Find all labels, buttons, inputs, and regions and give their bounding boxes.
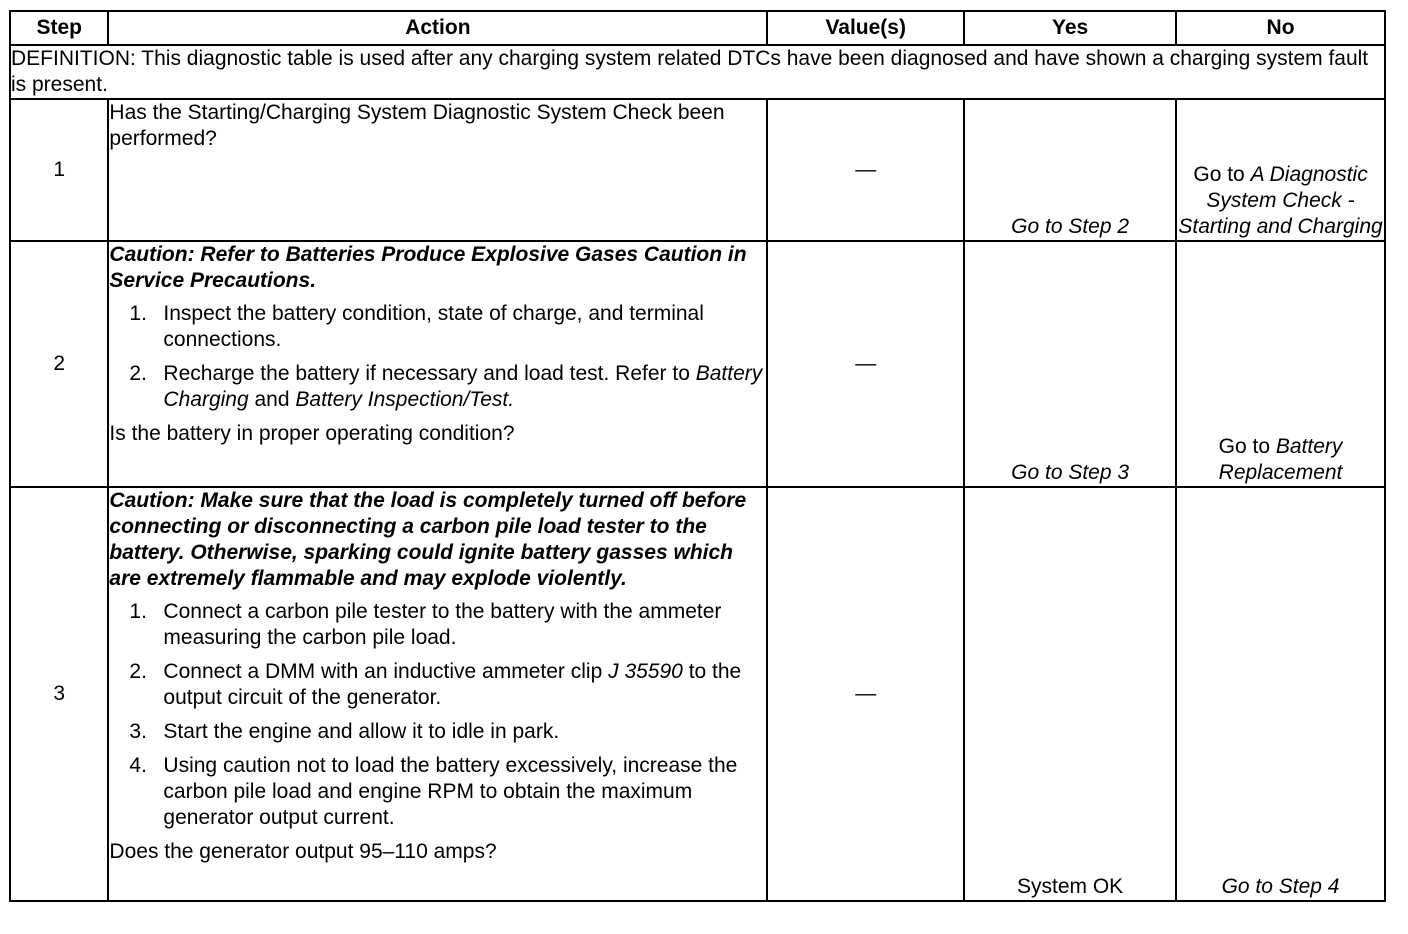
list-item	[109, 753, 766, 831]
action-cell	[108, 487, 767, 901]
list-number: 1.	[129, 302, 147, 325]
no-link[interactable]: A Diagnostic System Check - Starting and Charging	[1178, 163, 1383, 238]
no-cell	[1176, 487, 1385, 901]
table-row	[10, 487, 1385, 901]
list-item	[109, 599, 766, 651]
list-text: Inspect the battery condition, state of charge, and terminal connections.	[163, 302, 704, 351]
step-number: 1	[10, 99, 108, 241]
list-text: Start the engine and allow it to idle in park.	[163, 720, 560, 743]
no-prefix: Go to	[1193, 163, 1245, 186]
list-text: Recharge the battery if necessary and load test. Refer to	[163, 362, 690, 385]
list-number: 2.	[129, 660, 147, 683]
list-number: 1.	[129, 600, 147, 623]
list-text: to the output circuit of the generator.	[163, 660, 742, 709]
caution-text: Caution: Make sure that the load is completely turned off before connecting or disconnecting a carbon pile load tester to the battery. Otherwise, sparking could ignite battery gasses which are extremely flammable and may explode violently.	[109, 489, 747, 590]
action-question: Is the battery in proper operating condition?	[109, 422, 515, 445]
step-number: 3	[10, 487, 108, 901]
list-item	[109, 361, 766, 413]
value-cell	[767, 99, 964, 241]
list-number: 4.	[129, 754, 147, 777]
action-question: Has the Starting/Charging System Diagnostic System Check been performed?	[109, 101, 725, 150]
procedure-list	[109, 301, 766, 413]
caution-text: Caution: Refer to Batteries Produce Explosive Gases Caution in Service Precautions.	[109, 243, 747, 292]
procedure-list	[109, 599, 766, 831]
yes-link[interactable]: Go to Step 2	[1011, 215, 1130, 238]
yes-link[interactable]: Go to Step 3	[1011, 461, 1130, 484]
value-cell	[767, 241, 964, 487]
header-no: No	[1176, 11, 1385, 45]
list-number: 2.	[129, 362, 147, 385]
definition-text: DEFINITION: This diagnostic table is used after any charging system related DTCs have been diagnosed and have shown a charging system fault is present.	[10, 45, 1385, 99]
list-number: 3.	[129, 720, 147, 743]
yes-cell	[964, 99, 1176, 241]
header-step: Step	[10, 11, 108, 45]
battery-charging-link[interactable]: Battery Charging	[163, 362, 763, 411]
header-values: Value(s)	[767, 11, 964, 45]
action-cell	[108, 241, 767, 487]
diagnostic-table	[9, 10, 1386, 902]
table-row	[10, 99, 1385, 241]
list-item	[109, 301, 766, 353]
header-row	[10, 11, 1385, 45]
header-yes: Yes	[964, 11, 1176, 45]
value-dash: —	[855, 352, 877, 375]
step-number: 2	[10, 241, 108, 487]
tool-number: J 35590	[608, 660, 683, 683]
no-link[interactable]: Go to Step 4	[1221, 875, 1340, 898]
no-prefix: Go to	[1218, 435, 1271, 458]
battery-inspection-link[interactable]: Battery Inspection/Test.	[295, 388, 515, 411]
table-row	[10, 241, 1385, 487]
header-action: Action	[108, 11, 767, 45]
definition-row	[10, 45, 1385, 99]
no-cell	[1176, 99, 1385, 241]
value-dash: —	[855, 682, 877, 705]
list-item	[109, 719, 766, 745]
no-cell	[1176, 241, 1385, 487]
list-text: Connect a carbon pile tester to the battery with the ammeter measuring the carbon pile load.	[163, 600, 722, 649]
list-item	[109, 659, 766, 711]
no-link[interactable]: Battery Replacement	[1218, 435, 1343, 484]
yes-cell	[964, 241, 1176, 487]
list-text: and	[254, 388, 290, 411]
value-dash: —	[855, 158, 877, 181]
list-text: Using caution not to load the battery excessively, increase the carbon pile load and engine RPM to obtain the maximum generator output current.	[163, 754, 738, 829]
action-cell	[108, 99, 767, 241]
yes-result: System OK	[1017, 875, 1124, 898]
value-cell	[767, 487, 964, 901]
yes-cell	[964, 487, 1176, 901]
action-question: Does the generator output 95–110 amps?	[109, 840, 497, 863]
list-text: Connect a DMM with an inductive ammeter clip	[163, 660, 603, 683]
